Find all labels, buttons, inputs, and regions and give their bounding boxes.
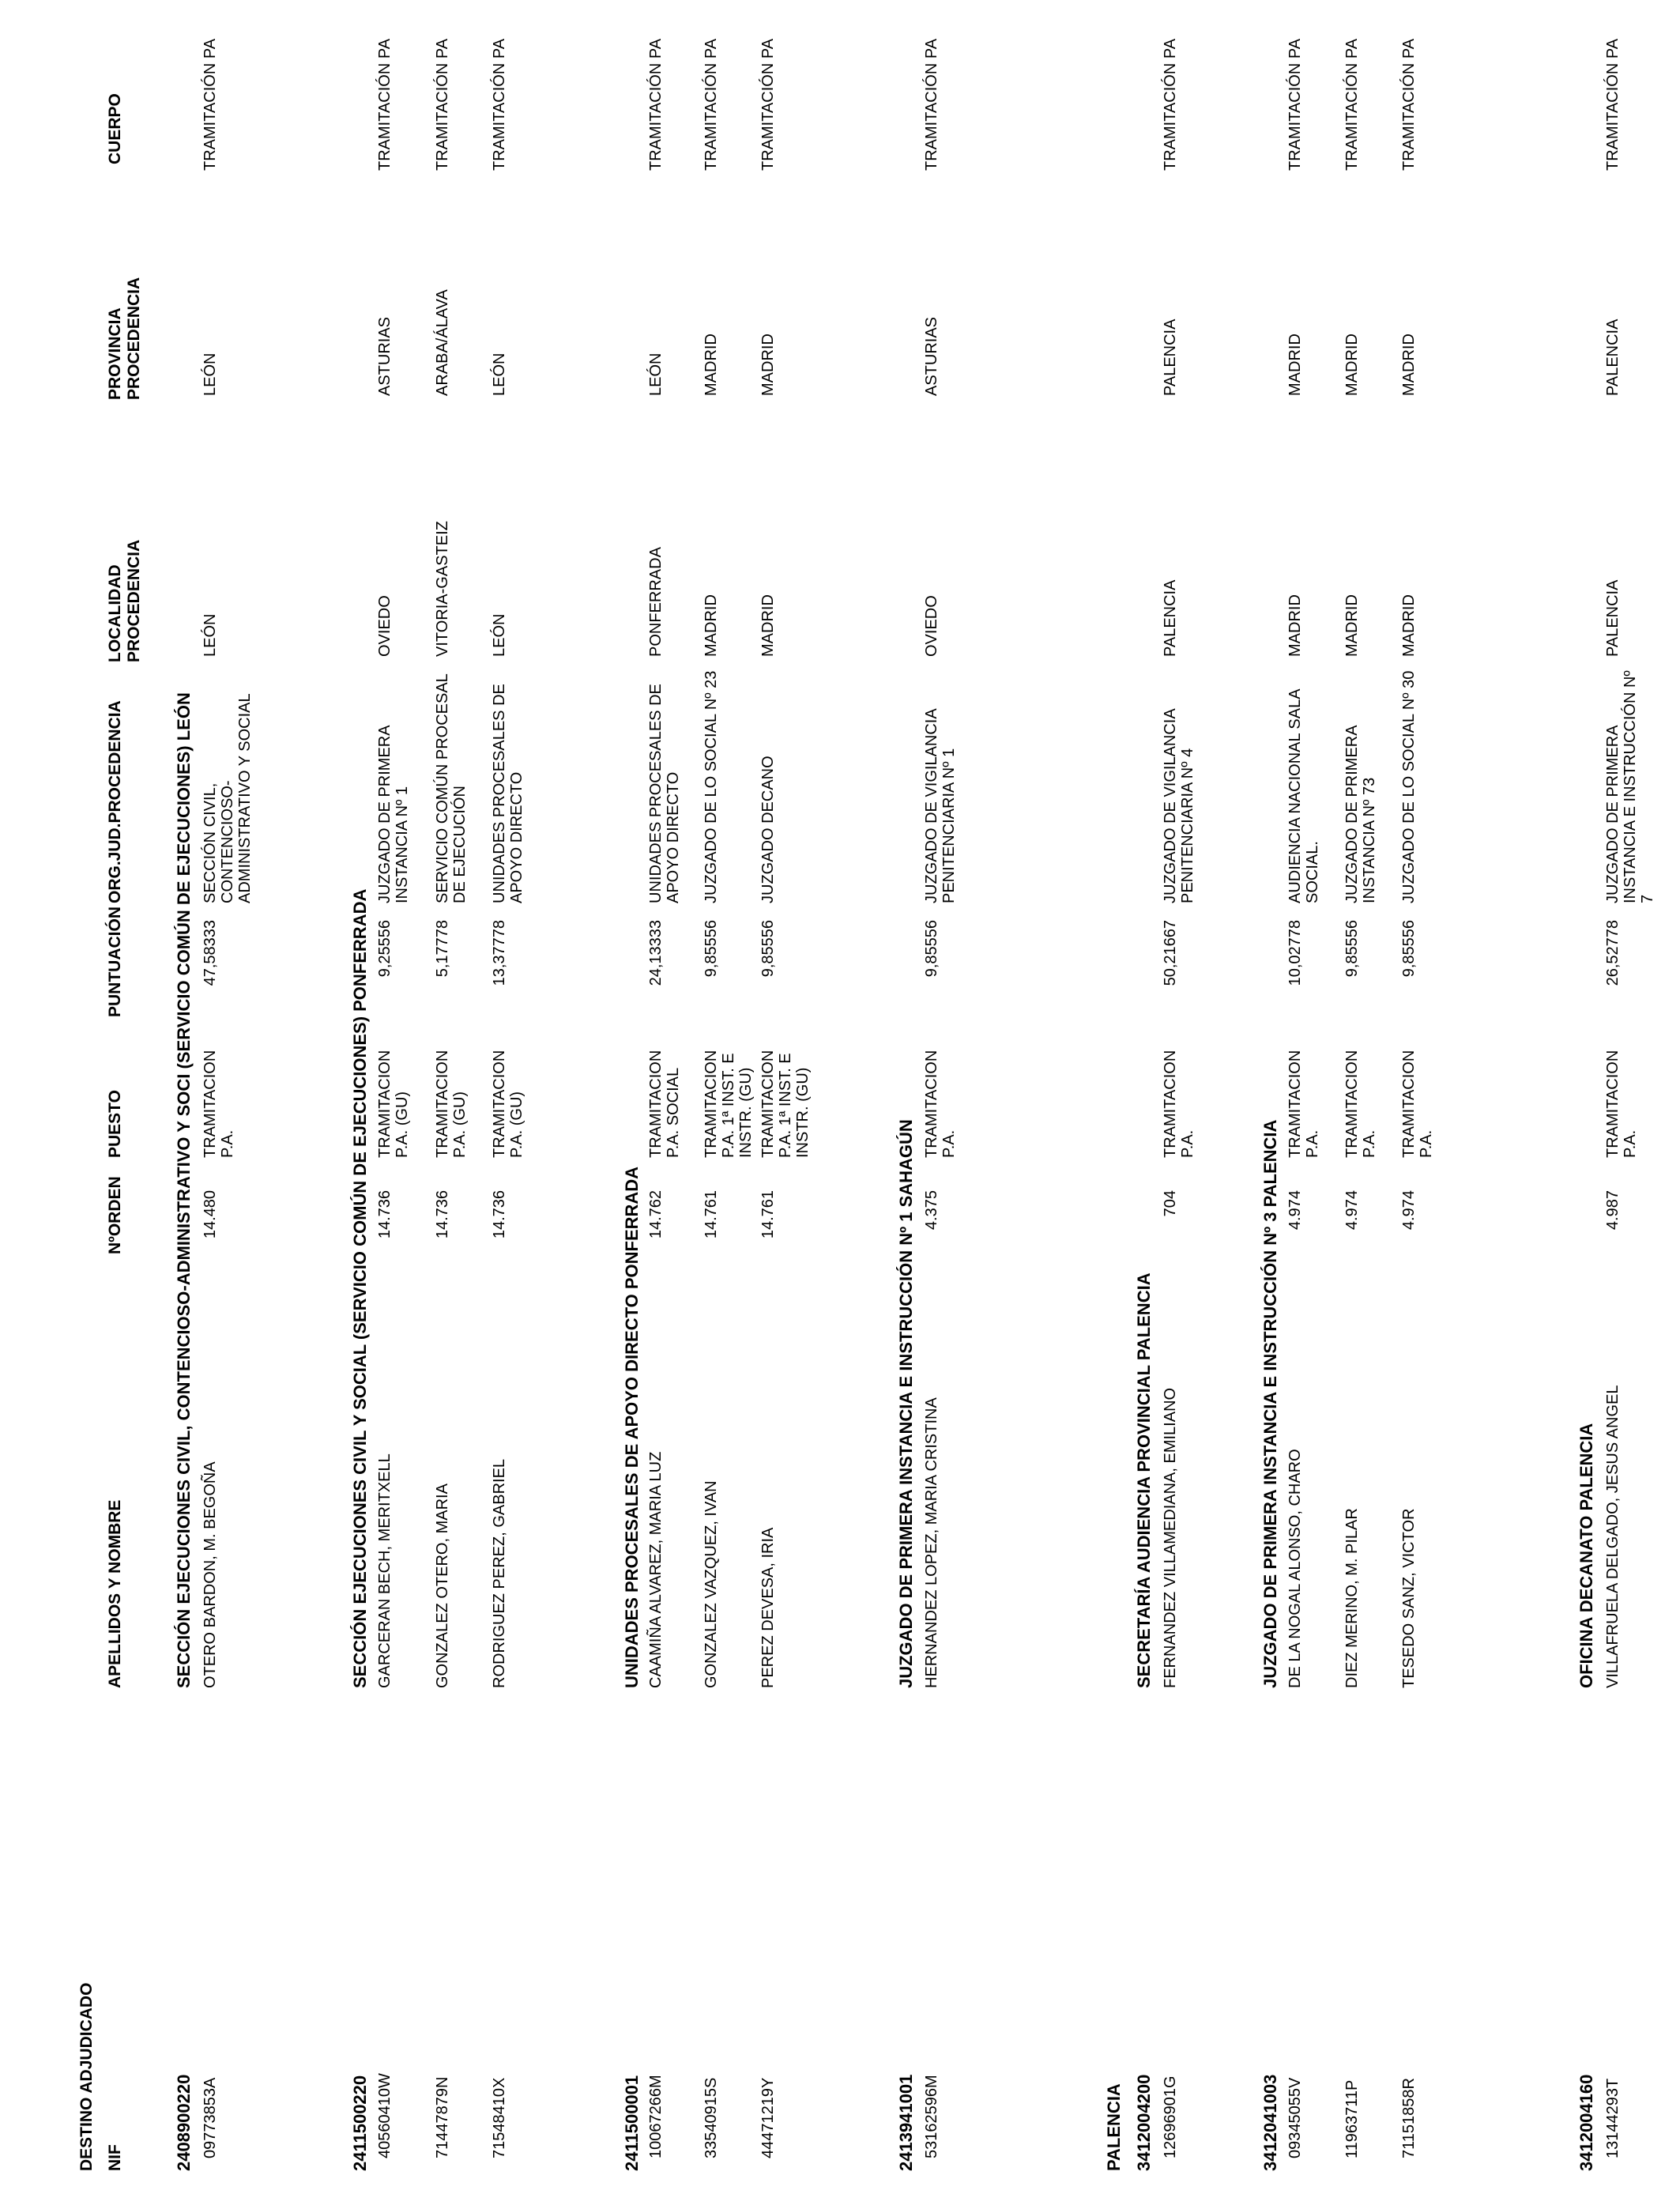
cell-localidad: PONFERRADA: [647, 547, 665, 657]
cell-org: SERVICIO COMÚN PROCESAL DE EJECUCIÓN: [434, 673, 469, 903]
group-code: 3412004160: [1576, 2074, 1596, 2171]
cell-provincia: LEÓN: [491, 352, 508, 396]
cell-localidad: PALENCIA: [1162, 579, 1179, 657]
cell-cuerpo: TRAMITACIÓN PA: [647, 38, 665, 171]
cell-provincia: MADRID: [703, 334, 720, 396]
cell-nif: 12696901G: [1162, 2075, 1179, 2158]
group-name: UNIDADES PROCESALES DE APOYO DIRECTO PONFERRADA: [622, 1166, 642, 1688]
cell-cuerpo: TRAMITACIÓN PA: [1286, 38, 1304, 171]
cell-puntuacion: 26,52778: [1604, 920, 1622, 986]
cell-nif: 44471219Y: [759, 2077, 777, 2158]
group-code: 2408900220: [174, 2074, 194, 2171]
cell-puntuacion: 9,85556: [1343, 920, 1361, 978]
cell-nif: 71447879N: [434, 2076, 451, 2158]
cell-provincia: MADRID: [759, 334, 777, 396]
cell-nif: 71548410X: [491, 2077, 508, 2158]
cell-orden: 4.974: [1400, 1190, 1418, 1231]
cell-nif: 40560410W: [376, 2073, 394, 2158]
cell-localidad: MADRID: [1286, 594, 1304, 657]
cell-puesto: TRAMITACION P.A. (GU): [434, 1050, 469, 1158]
cell-orden: 14.762: [647, 1190, 665, 1239]
header-nombre: APELLIDOS Y NOMBRE: [106, 1499, 124, 1688]
cell-org: JUZGADO DE LO SOCIAL Nº 23: [703, 670, 720, 903]
cell-orden: 4.987: [1604, 1190, 1622, 1231]
header-nif: NIF: [106, 2144, 124, 2171]
cell-orden: 4.974: [1343, 1190, 1361, 1231]
cell-puesto: TRAMITACION P.A.: [1604, 1050, 1639, 1158]
cell-cuerpo: TRAMITACIÓN PA: [1400, 38, 1418, 171]
cell-orden: 4.375: [923, 1190, 940, 1231]
cell-nombre: RODRIGUEZ PEREZ, GABRIEL: [491, 1458, 508, 1688]
cell-puntuacion: 9,85556: [1400, 920, 1418, 978]
cell-orden: 14.761: [759, 1190, 777, 1239]
cell-nombre: GONZALEZ VAZQUEZ, IVAN: [703, 1480, 720, 1688]
cell-org: AUDIENCIA NACIONAL SALA SOCIAL.: [1286, 689, 1321, 903]
group-name: OFICINA DECANATO PALENCIA: [1576, 1423, 1596, 1688]
cell-provincia: MADRID: [1343, 334, 1361, 396]
header-destino: DESTINO ADJUDICADO: [77, 1982, 96, 2171]
cell-cuerpo: TRAMITACIÓN PA: [703, 38, 720, 171]
header-orgjud: ORG.JUD.PROCEDENCIA: [106, 700, 124, 903]
cell-localidad: OVIEDO: [376, 595, 394, 657]
cell-provincia: MADRID: [1400, 334, 1418, 396]
cell-provincia: ARABA/ÁLAVA: [434, 289, 451, 396]
cell-nif: 33540915S: [703, 2077, 720, 2158]
cell-provincia: PALENCIA: [1604, 319, 1622, 396]
group-code: 3412004200: [1134, 2074, 1154, 2171]
cell-nif: 09773853A: [202, 2077, 219, 2158]
group-code: 3412041003: [1260, 2074, 1280, 2171]
header-localidad: LOCALIDAD PROCEDENCIA: [106, 539, 143, 662]
cell-puntuacion: 9,25556: [376, 920, 394, 978]
cell-org: SECCIÓN CIVIL, CONTENCIOSO-ADMINISTRATIVO Y SOCIAL: [202, 693, 254, 903]
cell-cuerpo: TRAMITACIÓN PA: [1604, 38, 1622, 171]
cell-org: UNIDADES PROCESALES DE APOYO DIRECTO: [491, 684, 525, 903]
cell-puntuacion: 5,17778: [434, 920, 451, 978]
cell-nombre: FERNANDEZ VILLAMEDIANA, EMILIANO: [1162, 1387, 1179, 1688]
cell-provincia: LEÓN: [202, 352, 219, 396]
cell-localidad: LEÓN: [202, 613, 219, 657]
cell-cuerpo: TRAMITACIÓN PA: [759, 38, 777, 171]
cell-provincia: MADRID: [1286, 334, 1304, 396]
cell-orden: 14.736: [376, 1190, 394, 1239]
cell-puesto: TRAMITACION P.A.: [923, 1050, 958, 1158]
cell-org: UNIDADES PROCESALES DE APOYO DIRECTO: [647, 684, 682, 903]
group-code: 2411500001: [622, 2075, 642, 2171]
cell-puntuacion: 9,85556: [923, 920, 940, 978]
cell-localidad: PALENCIA: [1604, 579, 1622, 657]
cell-orden: 704: [1162, 1190, 1179, 1217]
cell-org: JUZGADO DECANO: [759, 756, 777, 903]
cell-nombre: PEREZ DEVESA, IRIA: [759, 1527, 777, 1688]
cell-localidad: VITORIA-GASTEIZ: [434, 521, 451, 657]
cell-nombre: TESEDO SANZ, VICTOR: [1400, 1508, 1418, 1688]
cell-puntuacion: 10,02778: [1286, 920, 1304, 986]
cell-orden: 14.736: [434, 1190, 451, 1239]
cell-puesto: TRAMITACION P.A. 1ª INST. E INSTR. (GU): [703, 1050, 755, 1158]
cell-nombre: CAAMIÑA ALVAREZ, MARIA LUZ: [647, 1451, 665, 1688]
cell-puesto: TRAMITACION P.A.: [1286, 1050, 1321, 1158]
cell-puesto: TRAMITACION P.A. (GU): [376, 1050, 411, 1158]
cell-puesto: TRAMITACION P.A.: [202, 1050, 236, 1158]
cell-cuerpo: TRAMITACIÓN PA: [376, 38, 394, 171]
cell-cuerpo: TRAMITACIÓN PA: [202, 38, 219, 171]
cell-puntuacion: 9,85556: [759, 920, 777, 978]
cell-orden: 14.761: [703, 1190, 720, 1239]
cell-orden: 14.480: [202, 1190, 219, 1239]
group-name: JUZGADO DE PRIMERA INSTANCIA E INSTRUCCIÓN Nº 1 SAHAGÚN: [896, 1119, 916, 1688]
cell-localidad: MADRID: [759, 594, 777, 657]
cell-org: JUZGADO DE PRIMERA INSTANCIA E INSTRUCCIÓN Nº 7: [1604, 670, 1656, 903]
cell-orden: 4.974: [1286, 1190, 1304, 1231]
cell-org: JUZGADO DE VIGILANCIA PENITENCIARIA Nº 4: [1162, 709, 1196, 903]
group-code: 2411500220: [350, 2075, 370, 2171]
header-norden: NºORDEN: [106, 1176, 124, 1254]
group-name: JUZGADO DE PRIMERA INSTANCIA E INSTRUCCIÓN Nº 3 PALENCIA: [1260, 1119, 1280, 1688]
cell-puesto: TRAMITACION P.A.: [1400, 1050, 1435, 1158]
group-code: 2413941001: [896, 2074, 916, 2171]
group-name: SECCIÓN EJECUCIONES CIVIL Y SOCIAL (SERVICIO COMÚN DE EJECUCIONES) PONFERRADA: [350, 888, 370, 1688]
header-puntuacion: PUNTUACIÓN: [106, 907, 124, 1017]
cell-org: JUZGADO DE VIGILANCIA PENITENCIARIA Nº 1: [923, 709, 958, 903]
cell-localidad: MADRID: [1343, 594, 1361, 657]
cell-provincia: PALENCIA: [1162, 319, 1179, 396]
province-label: PALENCIA: [1104, 2083, 1124, 2171]
cell-cuerpo: TRAMITACIÓN PA: [434, 38, 451, 171]
cell-cuerpo: TRAMITACIÓN PA: [923, 38, 940, 171]
cell-nif: 10067266M: [647, 2075, 665, 2158]
cell-nombre: DE LA NOGAL ALONSO, CHARO: [1286, 1449, 1304, 1688]
cell-puntuacion: 9,85556: [703, 920, 720, 978]
cell-puesto: TRAMITACION P.A. (GU): [491, 1050, 525, 1158]
header-cuerpo: CUERPO: [106, 93, 124, 164]
cell-cuerpo: TRAMITACIÓN PA: [1162, 38, 1179, 171]
cell-puntuacion: 50,21667: [1162, 920, 1179, 986]
cell-nif: 13144293T: [1604, 2078, 1622, 2158]
cell-nombre: HERNANDEZ LOPEZ, MARIA CRISTINA: [923, 1397, 940, 1688]
cell-org: JUZGADO DE PRIMERA INSTANCIA Nº 73: [1343, 726, 1378, 903]
cell-org: JUZGADO DE PRIMERA INSTANCIA Nº 1: [376, 726, 411, 903]
header-provincia: PROVINCIA PROCEDENCIA: [106, 277, 143, 400]
cell-localidad: MADRID: [1400, 594, 1418, 657]
cell-cuerpo: TRAMITACIÓN PA: [491, 38, 508, 171]
cell-provincia: ASTURIAS: [376, 316, 394, 396]
cell-orden: 14.736: [491, 1190, 508, 1239]
cell-cuerpo: TRAMITACIÓN PA: [1343, 38, 1361, 171]
cell-org: JUZGADO DE LO SOCIAL Nº 30: [1400, 670, 1418, 903]
cell-puesto: TRAMITACION P.A.: [1343, 1050, 1378, 1158]
group-name: SECRETARÍA AUDIENCIA PROVINCIAL PALENCIA: [1134, 1272, 1154, 1688]
cell-nif: 09345055V: [1286, 2077, 1304, 2158]
cell-localidad: MADRID: [703, 594, 720, 657]
cell-puntuacion: 47,58333: [202, 920, 219, 986]
cell-nif: 71151858R: [1400, 2078, 1418, 2158]
cell-nombre: GARCERAN BECH, MERITXELL: [376, 1453, 394, 1688]
cell-provincia: ASTURIAS: [923, 316, 940, 396]
cell-puntuacion: 13,37778: [491, 920, 508, 986]
group-name: SECCIÓN EJECUCIONES CIVIL, CONTENCIOSO-ADMINISTRATIVO Y SOCI (SERVICIO COMÚN DE EJECUCIONES) LEÓN: [174, 692, 194, 1688]
cell-nif: 53162596M: [923, 2075, 940, 2158]
cell-provincia: LEÓN: [647, 352, 665, 396]
header-puesto: PUESTO: [106, 1090, 124, 1158]
cell-puesto: TRAMITACION P.A. SOCIAL: [647, 1050, 682, 1158]
cell-nif: 11963711P: [1343, 2079, 1361, 2158]
cell-localidad: OVIEDO: [923, 595, 940, 657]
cell-localidad: LEÓN: [491, 613, 508, 657]
cell-nombre: GONZALEZ OTERO, MARIA: [434, 1483, 451, 1688]
cell-nombre: DIEZ MERINO, M. PILAR: [1343, 1508, 1361, 1688]
cell-puesto: TRAMITACION P.A.: [1162, 1050, 1196, 1158]
cell-nombre: VILLAFRUELA DELGADO, JESUS ANGEL: [1604, 1385, 1622, 1688]
cell-puntuacion: 24,13333: [647, 920, 665, 986]
cell-puesto: TRAMITACION P.A. 1ª INST. E INSTR. (GU): [759, 1050, 812, 1158]
cell-nombre: OTERO BARDON, M. BEGOÑA: [202, 1461, 219, 1688]
